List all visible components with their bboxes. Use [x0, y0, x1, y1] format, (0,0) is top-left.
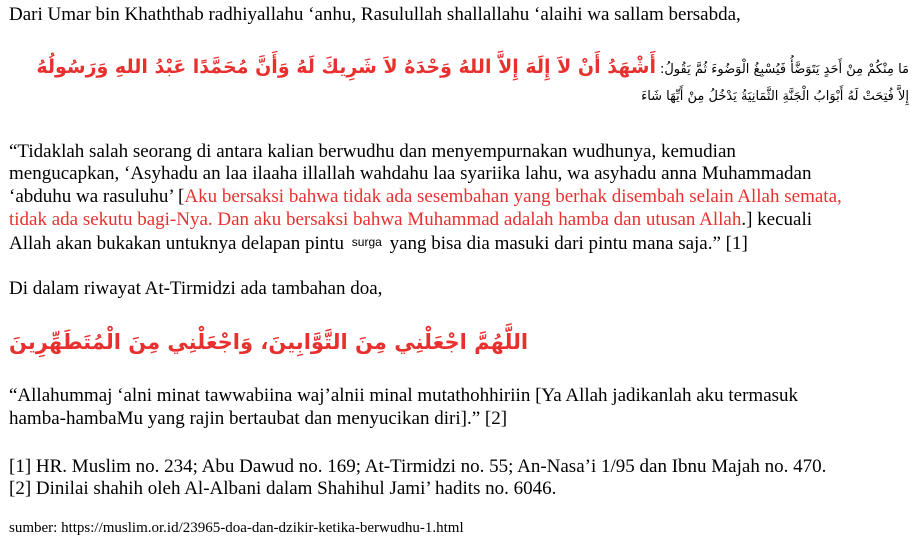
- footnote-1: [1] HR. Muslim no. 234; Abu Dawud no. 169; At-Tirmidzi no. 55; An-Nasa’i 1/95 dan Ibnu Majah no. 470.: [9, 456, 827, 477]
- source-link[interactable]: sumber: https://muslim.or.id/23965-doa-dan-dzikir-ketika-berwudhu-1.html: [9, 520, 464, 536]
- hadith-arabic-ending: إِلاَّ فُتِحَتْ لَهُ أَبْوَابُ الْجَنَّةِ الثَّمَانِيَةُ يَدْخُلُ مِنْ أَيِّهَا شَاءَ: [641, 89, 909, 104]
- tirmidzi-intro: Di dalam riwayat At-Tirmidzi ada tambahan doa,: [9, 278, 383, 299]
- translation-line-4-post: .] kecuali: [741, 209, 813, 230]
- translation-line-5-post: yang bisa dia masuki dari pintu mana saja.” [1]: [389, 233, 748, 254]
- translation-line-1: “Tidaklah salah seorang di antara kalian berwudhu dan menyempurnakan wudhunya, kemudian: [9, 141, 736, 162]
- hadith-arabic-lead: مَا مِنْكُمْ مِنْ أَحَدٍ يَتَوَضَّأُ فَيُسْبِغُ الْوَضُوءَ ثُمَّ يَقُولُ:: [659, 62, 909, 77]
- translation-highlight-1: Aku bersaksi bahwa tidak ada sesembahan yang berhak disembah selain Allah semata,: [184, 186, 842, 207]
- dua-arabic: اللَّهُمَّ اجْعَلْنِي مِنَ التَّوَّابِينَ، وَاجْعَلْنِي مِنَ الْمُتَطَهِّرِينَ: [9, 330, 529, 354]
- translation-highlight-2: tidak ada sekutu bagi-Nya. Dan aku bersaksi bahwa Muhammad adalah hamba dan utusan Allah: [9, 209, 742, 230]
- footnote-2: [2] Dinilai shahih oleh Al-Albani dalam Shahihul Jami’ hadits no. 6046.: [9, 478, 557, 499]
- translation-line-3-pre: ‘abduhu wa rasuluhu’ [: [9, 186, 185, 207]
- surga-word: surga: [351, 235, 382, 249]
- hadith-arabic-line-1: [36, 56, 909, 78]
- translation-line-2: mengucapkan, ‘Asyhadu an laa ilaaha illallah wahdahu laa syariika lahu, wa asyhadu anna Muhammadan: [9, 163, 812, 184]
- translation-line-4: [9, 208, 812, 232]
- translation-line-5-pre: Allah akan bukakan untuknya delapan pintu: [9, 233, 345, 254]
- hadith-arabic-line-2: [641, 87, 909, 105]
- dua-translation-line-2: hamba-hambaMu yang rajin bertaubat dan menyucikan diri].” [2]: [9, 408, 508, 429]
- dua-translation-line-1: “Allahummaj ‘alni minat tawwabiina waj’alnii minal mutathohhiriin [Ya Allah jadikanlah aku termasuk: [9, 385, 799, 406]
- translation-line-3: [9, 185, 842, 209]
- translation-line-5: [9, 230, 748, 256]
- intro-text: Dari Umar bin Khaththab radhiyallahu ‘anhu, Rasulullah shallallahu ‘alaihi wa sallam bersabda,: [9, 4, 741, 25]
- hadith-arabic-shahadah: أَشْهَدُ أَنْ لاَ إِلَهَ إِلاَّ اللهُ وَحْدَهُ لاَ شَرِيكَ لَهُ وَأَنَّ مُحَمَّدًا عَبْدُ اللهِ وَرَسُولُهُ: [36, 56, 656, 78]
